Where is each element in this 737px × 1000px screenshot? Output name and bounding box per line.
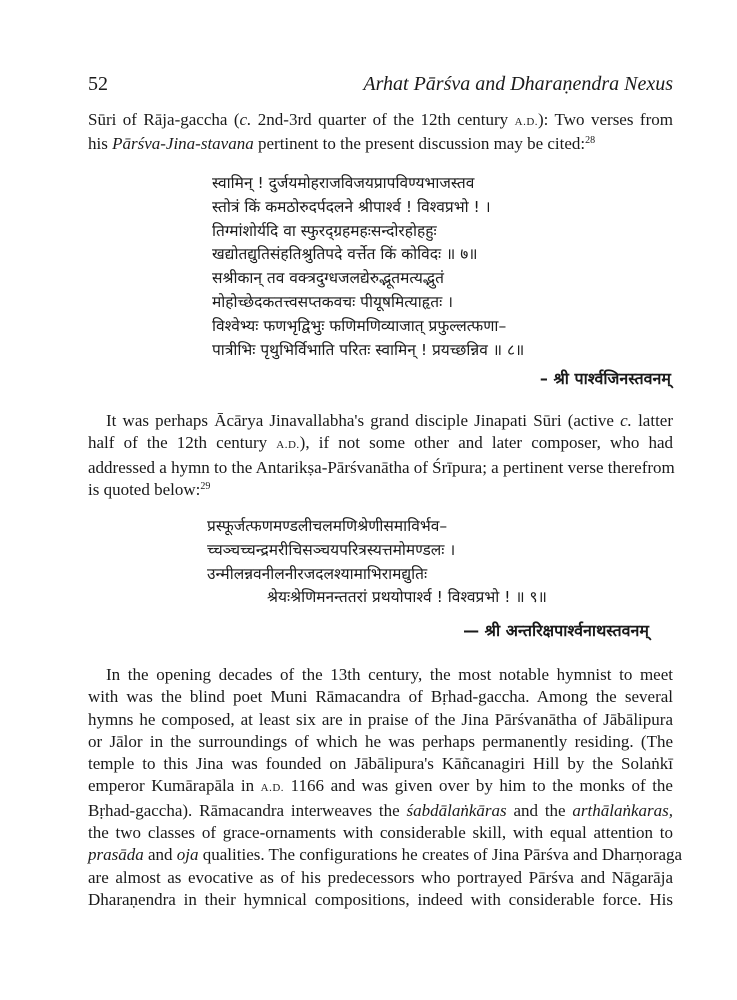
text-line: prasāda and oja qualities. The configurations he creates of Jina Pārśva and Dharṇoraga — [88, 845, 683, 865]
text-line: In the opening decades of the 13th century, the most notable hymnist to meet — [106, 665, 673, 684]
text-line: Bṛhad-gaccha). Rāmacandra interweaves the śabdālaṅkāras and the arthālaṅkaras, — [88, 800, 673, 820]
footnote-ref: 28 — [585, 135, 596, 147]
footnote-ref: 29 — [200, 480, 211, 492]
verse-line: च्चञ्चच्चन्द्रमरीचिसञ्चयपरित्रस्यत्तमोमण्डलः । — [207, 540, 456, 559]
verse-line: खद्योतद्युतिसंहतिश्रुतिपदे वर्त्तेत किं कोविदः ॥ ७॥ — [212, 245, 478, 264]
text-line: temple to this Jina was founded on Jābālipura's Kāñcanagiri Hill by the Solaṅkī — [88, 754, 673, 774]
text-line: hymns he composed, at least six are in praise of the Jina Pārśvanātha of Jābālipura — [88, 709, 673, 729]
verse-line: पात्रीभिः पृथुभिर्विभाति परितः स्वामिन् ! प्रयच्छन्निव ॥ ८॥ — [212, 340, 525, 359]
text-line: Dharaṇendra in their hymnical compositions, indeed with considerable force. His — [88, 889, 673, 909]
text-line: addressed a hymn to the Antarikṣa-Pārśvanātha of Śrīpura; a pertinent verse therefrom — [88, 457, 675, 477]
verse-attribution: – श्री पार्श्वजिनस्तवनम् — [539, 369, 671, 388]
paragraph-ramacandra — [88, 664, 683, 911]
text-line: is quoted below:$^{29}$ — [88, 479, 211, 499]
verse-line: श्रेयःश्रेणिमनन्ततरां प्रथयोपार्श्व ! विश्वप्रभो ! ॥ ९॥ — [267, 588, 547, 607]
text-line: or Jālor in the surroundings of which he was perhaps permanently residing. (The — [88, 731, 673, 751]
verse-line: विश्वेभ्यः फणभृद्विभुः फणिमणिव्याजात् प्रफुल्लत्फणा– — [212, 316, 507, 335]
verse-line: स्वामिन् ! दुर्जयमोहराजविजयप्रापविण्यभाजस्तव — [212, 174, 475, 192]
text-line: It was perhaps Ācārya Jinavallabha's grand disciple Jinapati Sūri (active c. latter — [106, 411, 674, 430]
text-line: emperor Kumārapāla in A.D. 1166 and was given over by him to the monks of the — [88, 776, 673, 796]
text-line: are almost as evocative as of his predecessors who portrayed Pārśva and Nāgarāja — [88, 867, 673, 887]
verse-line: सश्रीकान् तव वक्त्रदुग्धजलद्येरुद्भूतमत्यद्भुतं — [212, 269, 444, 288]
paragraph-jinapati — [88, 410, 673, 501]
verse-attribution: — श्री अन्तरिक्षपार्श्वनाथस्तवनम् — [463, 621, 649, 640]
running-head: Arhat Pārśva and Dharaṇendra Nexus — [363, 73, 673, 95]
paragraph-intro — [88, 109, 673, 156]
verse-block — [212, 172, 524, 362]
work-title: Pārśva-Jina-stavana — [112, 134, 254, 154]
text-line: with was the blind poet Muni Rāmacandra of Bṛhad-gaccha. Among the several — [88, 687, 673, 707]
text-line: half of the 12th century A.D.), if not some other and later composer, who had — [88, 433, 674, 453]
verse-line: उन्मीलन्नवनीलनीरजदलश्यामाभिरामद्युतिः — [207, 564, 428, 583]
verse-line: स्तोत्रं किं कमठोरुदर्पदलने श्रीपार्श्व ! विश्वप्रभो ! । — [212, 197, 491, 216]
page-number: 52 — [88, 73, 108, 95]
verse-block — [207, 515, 547, 610]
text-line: Sūri of Rāja-gaccha (c. 2nd-3rd quarter of the 12th century A.D.): Two verses from — [88, 110, 673, 129]
text-line: his Pārśva-Jina-stavana pertinent to the present discussion may be cited:$^{28}$ — [88, 134, 596, 154]
verse-line: प्रस्फूर्जत्फणमण्डलीचलमणिश्रेणीसमाविर्भव– — [207, 517, 448, 535]
verse-line: मोहोच्छेदकतत्त्वसप्तकवचः पीयूषमित्याहृतः । — [212, 292, 454, 311]
text-line: the two classes of grace-ornaments with considerable skill, with equal attention to — [88, 823, 673, 843]
verse-line: तिग्मांशोर्यदि वा स्फुरद्ग्रहमहःसन्दोरहोहहुः — [212, 221, 437, 240]
